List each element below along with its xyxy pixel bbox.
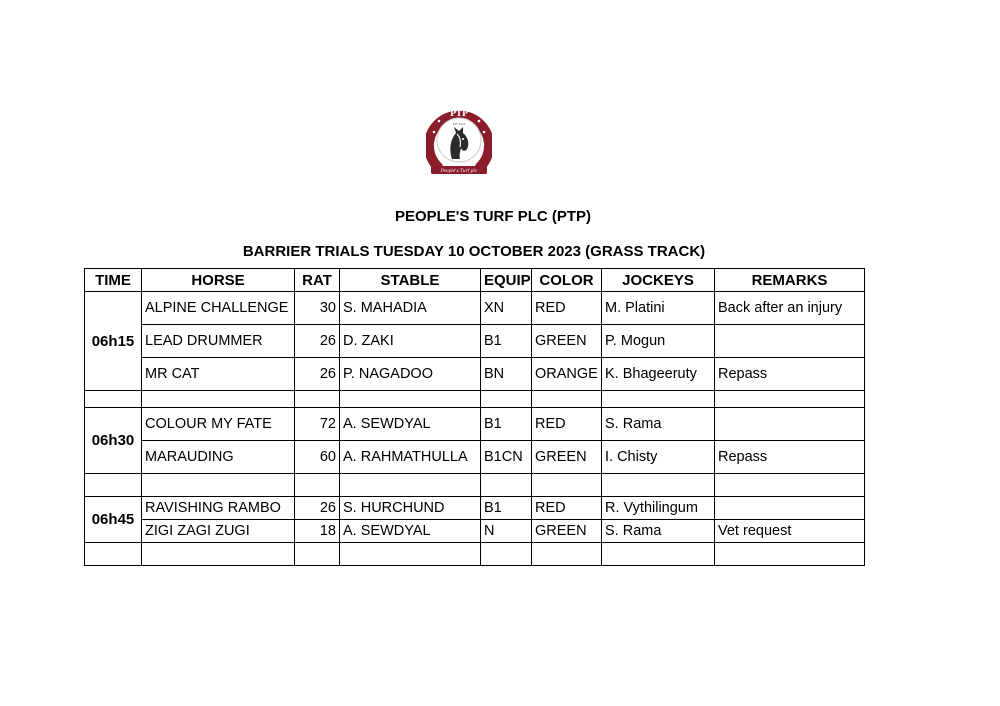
- horse-cell: ZIGI ZAGI ZUGI: [142, 520, 295, 543]
- header-horse: HORSE: [142, 269, 295, 292]
- rat-cell: 72: [295, 408, 340, 441]
- color-cell: GREEN: [532, 520, 602, 543]
- remarks-cell: Vet request: [715, 520, 865, 543]
- stable-cell: P. NAGADOO: [340, 358, 481, 391]
- time-cell: 06h30: [85, 408, 142, 474]
- jockey-cell: S. Rama: [602, 408, 715, 441]
- header-color: COLOR: [532, 269, 602, 292]
- logo-ribbon-text: People's Turf plc: [440, 168, 478, 174]
- horse-cell: LEAD DRUMMER: [142, 325, 295, 358]
- stable-cell: S. HURCHUND: [340, 497, 481, 520]
- jockey-cell: R. Vythilingum: [602, 497, 715, 520]
- page-subtitle: BARRIER TRIALS TUESDAY 10 OCTOBER 2023 (GRASS TRACK): [242, 243, 706, 260]
- horse-cell: MR CAT: [142, 358, 295, 391]
- table-row: [85, 408, 865, 441]
- color-cell: GREEN: [532, 325, 602, 358]
- time-cell: 06h45: [85, 497, 142, 543]
- remarks-cell: Back after an injury: [715, 292, 865, 325]
- header-stable: STABLE: [340, 269, 481, 292]
- equip-cell: B1CN: [481, 441, 532, 474]
- horseshoe-logo-icon: [429, 108, 489, 174]
- stable-cell: S. MAHADIA: [340, 292, 481, 325]
- logo-top-text: PTP: [450, 108, 468, 118]
- table-row: [85, 292, 865, 325]
- horse-cell: RAVISHING RAMBO: [142, 497, 295, 520]
- table-header-row: [85, 269, 865, 292]
- rat-cell: 60: [295, 441, 340, 474]
- horse-cell: COLOUR MY FATE: [142, 408, 295, 441]
- color-cell: RED: [532, 408, 602, 441]
- header-jockeys: JOCKEYS: [602, 269, 715, 292]
- table-row: [85, 497, 865, 520]
- horse-cell: MARAUDING: [142, 441, 295, 474]
- stable-cell: D. ZAKI: [340, 325, 481, 358]
- barrier-trials-table: [84, 268, 865, 566]
- table-row: [85, 358, 865, 391]
- table-row: [85, 325, 865, 358]
- header-remarks: REMARKS: [715, 269, 865, 292]
- table-row: [85, 520, 865, 543]
- time-cell: 06h15: [85, 292, 142, 391]
- equip-cell: B1: [481, 408, 532, 441]
- spacer-row: [85, 474, 865, 497]
- stable-cell: A. RAHMATHULLA: [340, 441, 481, 474]
- jockey-cell: K. Bhageeruty: [602, 358, 715, 391]
- stable-cell: A. SEWDYAL: [340, 520, 481, 543]
- table-row: [85, 441, 865, 474]
- equip-cell: B1: [481, 325, 532, 358]
- horse-cell: ALPINE CHALLENGE: [142, 292, 295, 325]
- equip-cell: N: [481, 520, 532, 543]
- rat-cell: 30: [295, 292, 340, 325]
- equip-cell: B1: [481, 497, 532, 520]
- ptp-logo: [426, 104, 492, 182]
- spacer-row: [85, 391, 865, 408]
- header-rat: RAT: [295, 269, 340, 292]
- jockey-cell: M. Platini: [602, 292, 715, 325]
- remarks-cell: [715, 408, 865, 441]
- stable-cell: A. SEWDYAL: [340, 408, 481, 441]
- rat-cell: 26: [295, 358, 340, 391]
- header-equip: EQUIP: [481, 269, 532, 292]
- color-cell: ORANGE: [532, 358, 602, 391]
- page-title: PEOPLE'S TURF PLC (PTP): [394, 208, 592, 225]
- remarks-cell: [715, 497, 865, 520]
- rat-cell: 18: [295, 520, 340, 543]
- color-cell: GREEN: [532, 441, 602, 474]
- color-cell: RED: [532, 497, 602, 520]
- jockey-cell: S. Rama: [602, 520, 715, 543]
- equip-cell: BN: [481, 358, 532, 391]
- equip-cell: XN: [481, 292, 532, 325]
- remarks-cell: Repass: [715, 441, 865, 474]
- rat-cell: 26: [295, 497, 340, 520]
- remarks-cell: Repass: [715, 358, 865, 391]
- jockey-cell: I. Chisty: [602, 441, 715, 474]
- remarks-cell: [715, 325, 865, 358]
- rat-cell: 26: [295, 325, 340, 358]
- header-time: TIME: [85, 269, 142, 292]
- logo-est-text: EST. 2024: [452, 123, 466, 126]
- spacer-row: [85, 543, 865, 566]
- jockey-cell: P. Mogun: [602, 325, 715, 358]
- color-cell: RED: [532, 292, 602, 325]
